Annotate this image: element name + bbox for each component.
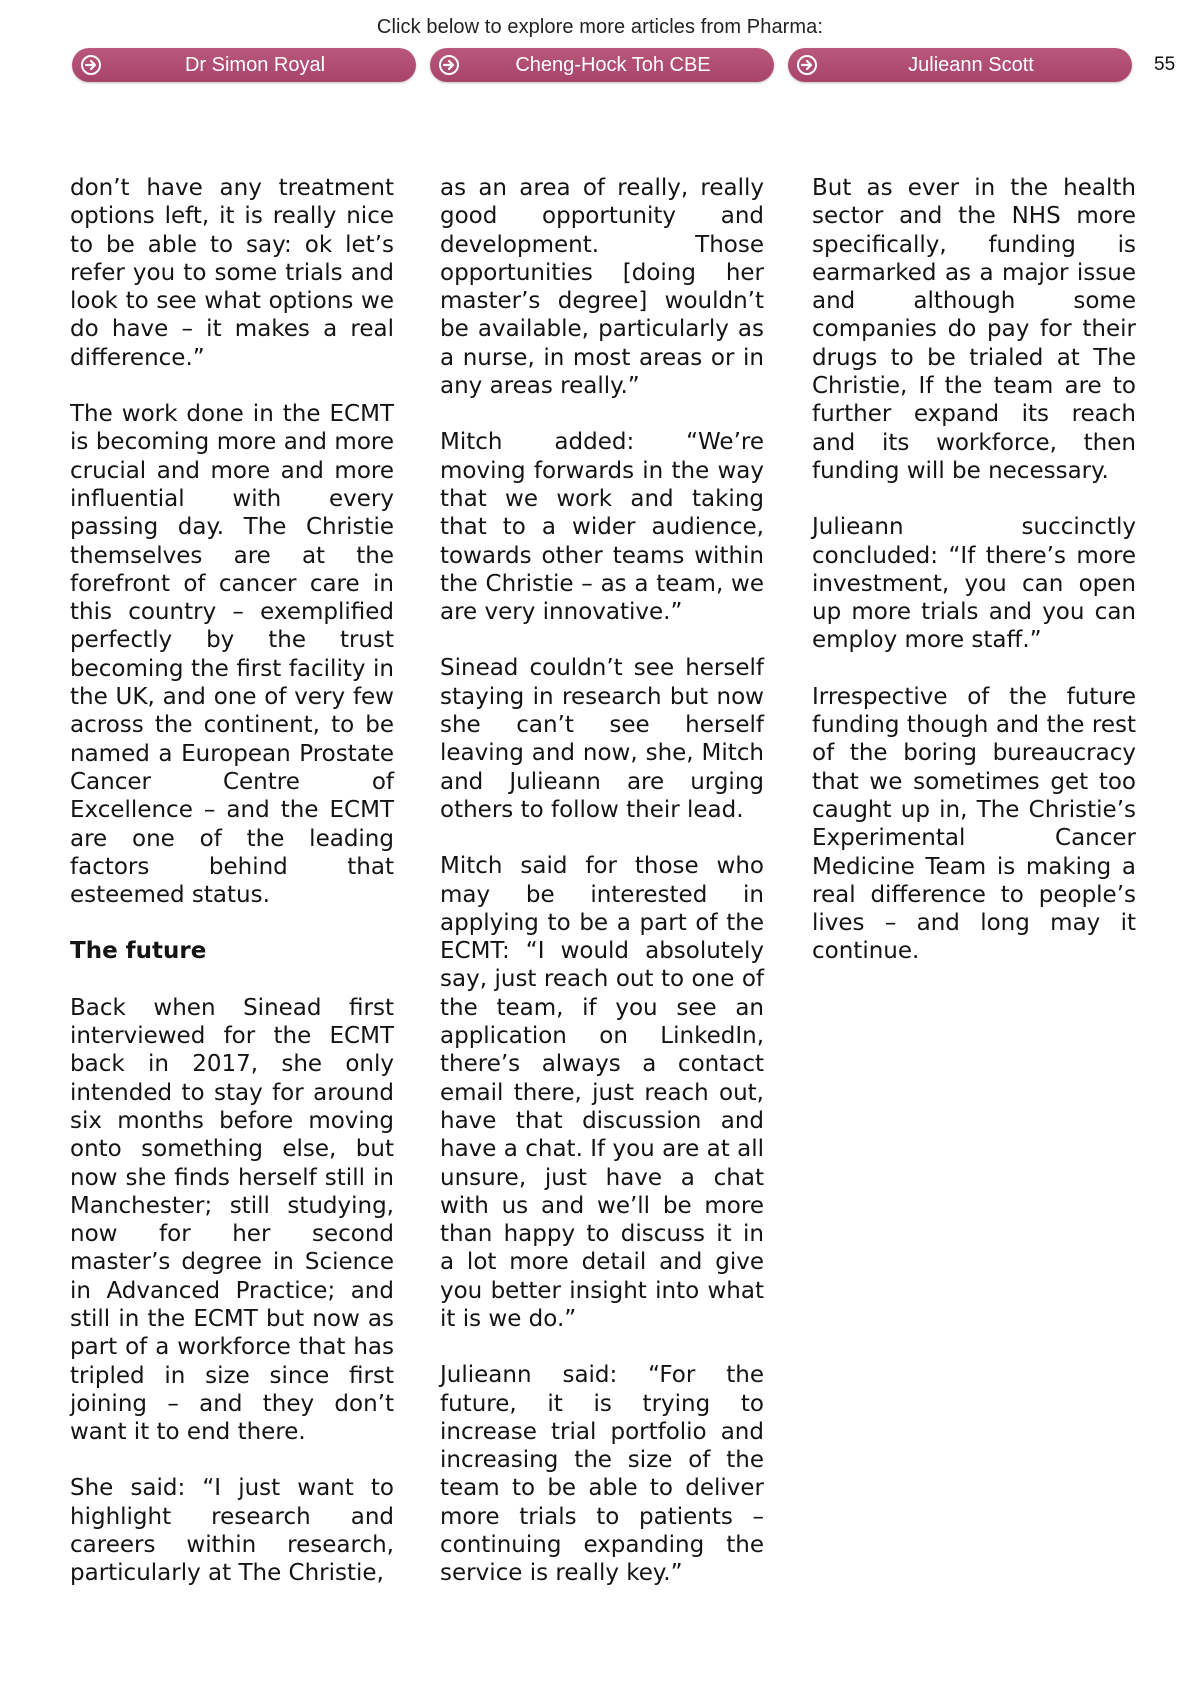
paragraph: She said: “I just want to highlight research and careers within research, particularly at The Christie, xyxy=(70,1475,394,1587)
paragraph: Mitch added: “We’re moving forwards in the way that we work and taking that to a wider audience, towards other teams within the Christie – as a team, we are very innovative.” xyxy=(440,429,764,626)
nav-button-dr-simon-royal[interactable] xyxy=(72,48,416,82)
paragraph: as an area of really, really good opportunity and development. Those opportunities [doing her master’s degree] wouldn’t be available, particularly as a nurse, in most areas or in any areas really.” xyxy=(440,175,764,400)
section-heading: The future xyxy=(70,938,207,965)
nav-button-julieann-scott[interactable] xyxy=(788,48,1132,82)
paragraph: Julieann succinctly concluded: “If there’s more investment, you can open up more trials and you can employ more staff.” xyxy=(812,514,1136,654)
nav-button-label: Julieann Scott xyxy=(908,54,1034,76)
paragraph: Irrespective of the future funding though and the rest of the boring bureaucracy that we sometimes get too caught up in, The Christie’s Experimental Cancer Medicine Team is making a real difference to people’s lives – and long may it continue. xyxy=(812,683,1136,965)
arrow-circle-right-icon xyxy=(796,54,818,76)
nav-caption: Click below to explore more articles from Pharma: xyxy=(376,16,824,38)
arrow-circle-right-icon xyxy=(80,54,102,76)
paragraph: Sinead couldn’t see herself staying in research but now she can’t see herself leaving and now, she, Mitch and Julieann are urging others to follow their lead. xyxy=(440,655,764,823)
nav-button-label: Dr Simon Royal xyxy=(184,54,326,76)
article-column-2 xyxy=(440,174,764,1616)
nav-button-label: Cheng-Hock Toh CBE xyxy=(515,54,711,76)
article-column-1 xyxy=(70,174,394,1616)
nav-button-cheng-hock-toh[interactable] xyxy=(430,48,774,82)
article-column-3 xyxy=(812,174,1136,994)
paragraph: But as ever in the health sector and the NHS more specifically, funding is earmarked as a major issue and although some companies do pay for their drugs to be trialed at The Christie, If the team are to further expand its reach and its workforce, then funding will be necessary. xyxy=(812,175,1136,484)
paragraph: Julieann said: “For the future, it is trying to increase trial portfolio and increasing the size of the team to be able to deliver more trials to patients – continuing expanding the service is really key.” xyxy=(440,1362,764,1587)
paragraph: The work done in the ECMT is becoming more and more crucial and more and more influential with every passing day. The Christie themselves are at the forefront of cancer care in this country – exemplified perfectly by the trust becoming the first facility in the UK, and one of very few across the continent, to be named a European Prostate Cancer Centre of Excellence – and the ECMT are one of the leading factors behind that esteemed status. xyxy=(70,401,394,909)
arrow-circle-right-icon xyxy=(438,54,460,76)
article-nav-bar xyxy=(72,48,1132,82)
paragraph: Back when Sinead first interviewed for the ECMT back in 2017, she only intended to stay for around six months before moving onto something else, but now she finds herself still in Manchester; still studying, now for her second master’s degree in Science in Advanced Practice; and still in the ECMT but now as part of a workforce that has tripled in size since first joining – and they don’t want it to end there. xyxy=(70,994,394,1446)
paragraph: don’t have any treatment options left, it is really nice to be able to say: ok let’s refer you to some trials and look to see what options we do have – it makes a real difference.” xyxy=(70,175,394,371)
paragraph: Mitch said for those who may be interested in applying to be a part of the ECMT: “I would absolutely say, just reach out to one of the team, if you see an application on LinkedIn, there’s always a contact email there, just reach out, have that discussion and have a chat. If you are at all unsure, just have a chat with us and we’ll be more than happy to discuss it in a lot more detail and give you better insight into what it is we do.” xyxy=(440,853,764,1332)
page-number: 55 xyxy=(1154,54,1176,75)
